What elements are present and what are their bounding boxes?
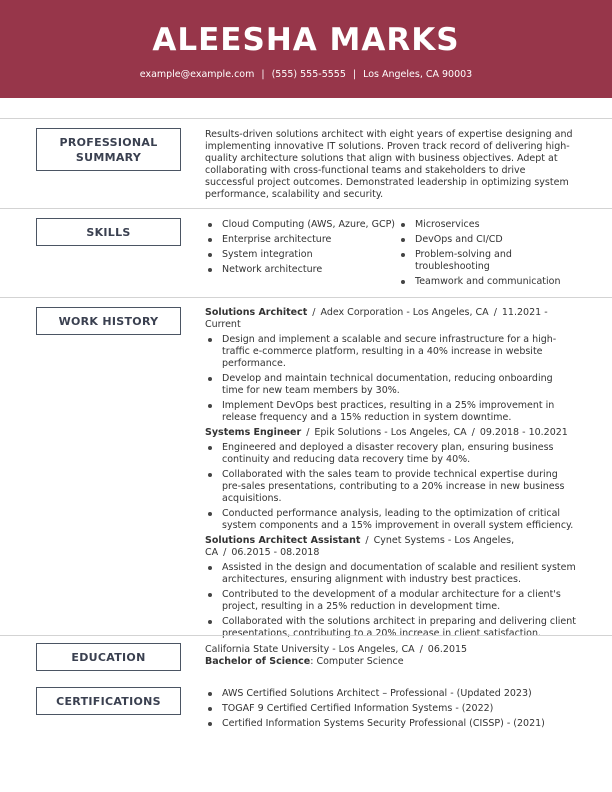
job-bullet: Develop and maintain technical documentation, reducing onboarding time for new team members by 30%. — [205, 373, 577, 397]
degree: Bachelor of Science — [205, 656, 311, 667]
job-bullet: Engineered and deployed a disaster recovery plan, ensuring business continuity and reducing data recovery time by 40%. — [205, 442, 577, 466]
skill-item: Network architecture — [205, 264, 398, 276]
summary-label-line1: PROFESSIONAL — [59, 135, 158, 149]
summary-label-line2: SUMMARY — [75, 150, 142, 164]
education-degree-line — [205, 656, 577, 668]
graduation-date: 06.2015 — [427, 644, 468, 655]
job-separator: / — [493, 307, 497, 318]
job-separator: / — [306, 427, 310, 438]
certifications-label: CERTIFICATIONS — [36, 687, 181, 715]
education-content — [205, 644, 577, 668]
email: example@example.com — [139, 69, 255, 80]
certification-item: Certified Information Systems Security Professional (CISSP) - (2021) — [205, 718, 577, 730]
skill-item: Microservices — [398, 219, 568, 231]
skills-column-1 — [205, 219, 398, 291]
job-title: Solutions Architect — [205, 307, 308, 318]
job-heading — [205, 535, 577, 559]
resume-header — [0, 0, 612, 98]
job-separator: / — [365, 535, 369, 546]
job-title: Solutions Architect Assistant — [205, 535, 361, 546]
education-section — [0, 635, 612, 681]
school-name: California State University - Los Angeles, CA — [205, 644, 415, 655]
work-history-section — [0, 297, 612, 640]
skills-list — [205, 219, 577, 291]
field-of-study: : Computer Science — [310, 656, 404, 667]
job-bullet: Conducted performance analysis, leading to the optimization of critical system components and a 15% improvement in overall system efficiency. — [205, 508, 577, 532]
job-bullets — [205, 334, 577, 424]
job-bullet: Collaborated with the sales team to provide technical expertise during pre-sales presentations, contributing to a 20% increase in new business acquisitions. — [205, 469, 577, 505]
summary-section — [0, 118, 612, 208]
job-dates: 06.2015 - 08.2018 — [231, 547, 320, 558]
education-school-line — [205, 644, 577, 656]
job-heading — [205, 307, 577, 331]
certification-item: TOGAF 9 Certified Certified Information Systems - (2022) — [205, 703, 577, 715]
job-heading — [205, 427, 577, 439]
job-entry — [205, 535, 577, 640]
job-separator: / — [471, 427, 475, 438]
skill-item: Teamwork and communication — [398, 276, 568, 288]
summary-text: Results-driven solutions architect with eight years of expertise designing and implementing innovative IT solutions. Proven track record of delivering high-quality architecture solutions that align with business objectives. Adept at collaborating with cross-functional teams and stakeholders to drive successful project outcomes. Demonstrated leadership in optimizing system performance, scalability and security. — [205, 129, 573, 200]
job-entry — [205, 307, 577, 424]
certifications-list — [205, 688, 577, 733]
job-separator: / — [223, 547, 227, 558]
skill-item: Enterprise architecture — [205, 234, 398, 246]
job-bullets — [205, 562, 577, 640]
skills-column-2 — [398, 219, 568, 291]
contact-line — [0, 69, 612, 81]
job-bullet: Contributed to the development of a modular architecture for a client's project, resulting in a 25% reduction in development time. — [205, 589, 577, 613]
skills-section — [0, 208, 612, 304]
job-title: Systems Engineer — [205, 427, 302, 438]
job-company: Cynet Systems - Los Angeles, CA — [205, 535, 515, 558]
work-history-label: WORK HISTORY — [36, 307, 181, 335]
job-entry — [205, 427, 577, 532]
contact-separator: | — [261, 69, 265, 80]
education-label: EDUCATION — [36, 643, 181, 671]
work-history-content — [205, 307, 577, 643]
certifications-section — [0, 681, 612, 761]
job-company: Adex Corporation - Los Angeles, CA — [320, 307, 489, 318]
summary-label — [36, 128, 181, 171]
skills-label: SKILLS — [36, 218, 181, 246]
location: Los Angeles, CA 90003 — [363, 69, 473, 80]
skill-item: DevOps and CI/CD — [398, 234, 568, 246]
job-bullet: Implement DevOps best practices, resulting in a 25% improvement in release frequency and a 15% reduction in system downtime. — [205, 400, 577, 424]
skill-item: System integration — [205, 249, 398, 261]
job-company: Epik Solutions - Los Angeles, CA — [314, 427, 467, 438]
job-dates: 09.2018 - 10.2021 — [479, 427, 568, 438]
job-bullet: Collaborated with the solutions architect in preparing and delivering client presentations, contributing to a 20% increase in client satisfaction. — [205, 616, 577, 640]
job-bullets — [205, 442, 577, 532]
job-bullet: Design and implement a scalable and secure infrastructure for a high-traffic e-commerce platform, resulting in a 40% increase in website performance. — [205, 334, 577, 370]
job-bullet: Assisted in the design and documentation of scalable and resilient system architectures, ensuring alignment with industry best practices. — [205, 562, 577, 586]
certification-item: AWS Certified Solutions Architect – Professional - (Updated 2023) — [205, 688, 577, 700]
education-separator: / — [419, 644, 423, 655]
contact-separator: | — [352, 69, 357, 80]
candidate-name: ALEESHA MARKS — [152, 22, 460, 58]
skill-item: Cloud Computing (AWS, Azure, GCP) — [205, 219, 398, 231]
skill-item: Problem-solving and troubleshooting — [398, 249, 568, 273]
job-dates: 11.2021 - Current — [205, 307, 548, 330]
phone: (555) 555-5555 — [271, 69, 346, 80]
job-separator: / — [312, 307, 316, 318]
